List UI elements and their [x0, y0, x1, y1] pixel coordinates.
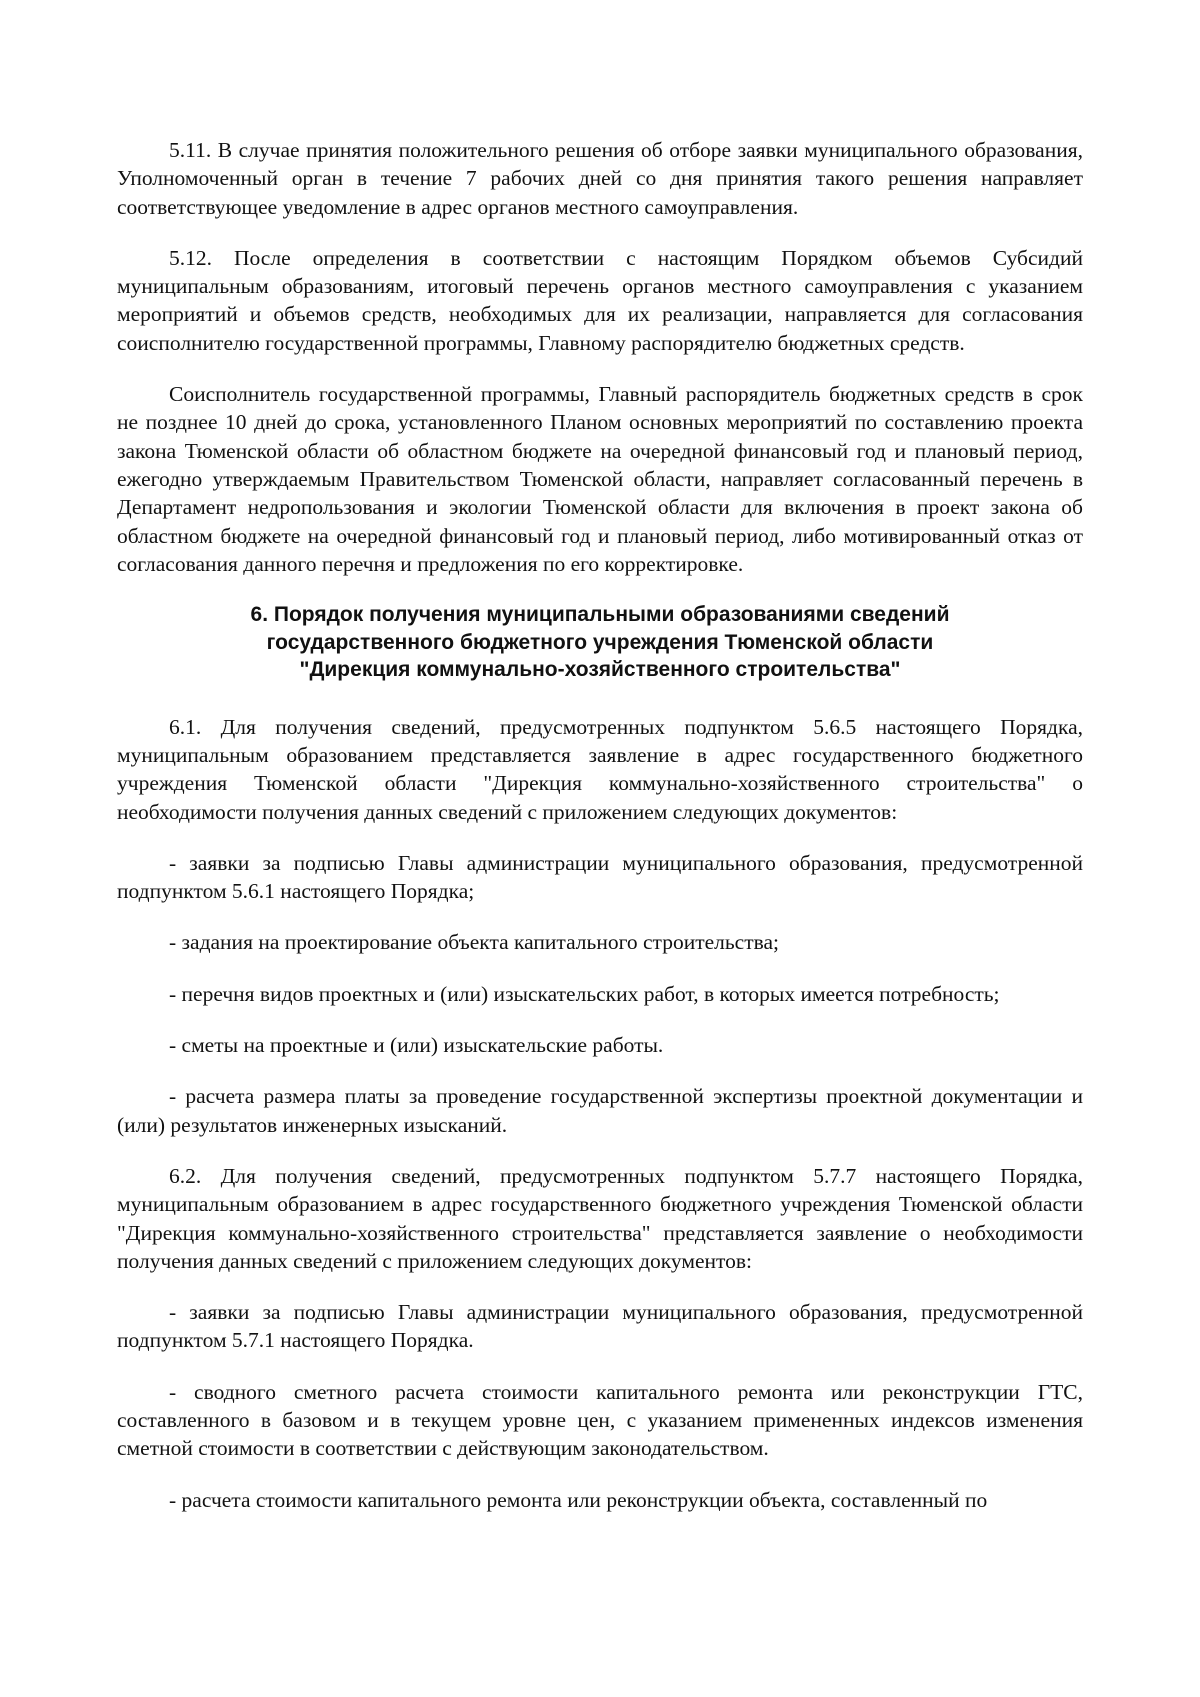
- list-item-cost-calculation: - расчета стоимости капитального ремонта или реконструкции объекта, составленный по: [169, 1487, 988, 1512]
- list-item-works-list: - перечня видов проектных и (или) изыскательских работ, в которых имеется потребность;: [169, 981, 1000, 1006]
- list-item-application-5-7-1: - заявки за подписью Главы администрации муниципального образования, предусмотренной подпунктом 5.7.1 настоящего Порядка.: [117, 1300, 1083, 1353]
- document-page: [117, 136, 1083, 1537]
- heading-line-3: "Дирекция коммунально-хозяйственного строительства": [299, 658, 901, 682]
- heading-line-2: государственного бюджетного учреждения Тюменской области: [266, 630, 934, 654]
- heading-line-1: 6. Порядок получения муниципальными образованиями сведений: [250, 603, 950, 627]
- paragraph-6-1: 6.1. Для получения сведений, предусмотренных подпунктом 5.6.5 настоящего Порядка, муниципальным образованием представляется заявление в адрес государственного бюджетного учреждения Тюменской области "Дирекция коммунально-хозяйственного строительства" о необходимости получения данных сведений с приложением следующих документов:: [117, 714, 1083, 824]
- paragraph-5-12: 5.12. После определения в соответствии с настоящим Порядком объемов Субсидий муниципальным образованиям, итоговый перечень органов местного самоуправления с указанием мероприятий и объемов средств, необходимых для их реализации, направляется для согласования соисполнителю государственной программы, Главному распорядителю бюджетных средств.: [117, 245, 1083, 355]
- paragraph-5-11: 5.11. В случае принятия положительного решения об отборе заявки муниципального образования, Уполномоченный орган в течение 7 рабочих дней со дня принятия такого решения направляет соответствующее уведомление в адрес органов местного самоуправления.: [117, 138, 1083, 219]
- paragraph-6-2: 6.2. Для получения сведений, предусмотренных подпунктом 5.7.7 настоящего Порядка, муниципальным образованием в адрес государственного бюджетного учреждения Тюменской области "Дирекция коммунально-хозяйственного строительства" представляется заявление о необходимости получения данных сведений с приложением следующих документов:: [117, 1163, 1083, 1273]
- list-item-application: - заявки за подписью Главы администрации муниципального образования, предусмотренной подпунктом 5.6.1 настоящего Порядка;: [117, 850, 1083, 904]
- paragraph-co-executor: Соисполнитель государственной программы, Главный распорядитель бюджетных средств в срок не позднее 10 дней до срока, установленного Планом основных мероприятий по составлению проекта закона Тюменской области об областном бюджете на очередной финансовый год и плановый период, ежегодно утверждаемым Правительством Тюменской области, направляет согласованный перечень в Департамент недропользования и экологии Тюменской области для включения в проект закона об областном бюджете на очередной финансовый год и плановый период, либо мотивированный отказ от согласования данного перечня и предложения по его корректировке.: [117, 382, 1083, 576]
- list-item-estimates: - сметы на проектные и (или) изыскательские работы.: [169, 1033, 664, 1058]
- section-6-heading: [117, 601, 1083, 684]
- list-item-expertise-fee: - расчета размера платы за проведение государственной экспертизы проектной документации и (или) результатов инженерных изысканий.: [117, 1084, 1083, 1137]
- list-item-summary-estimate: - сводного сметного расчета стоимости капитального ремонта или реконструкции ГТС, составленного в базовом и в текущем уровне цен, с указанием примененных индексов изменения сметной стоимости в соответствии с действующим законодательством.: [117, 1379, 1083, 1461]
- list-item-design-task: - задания на проектирование объекта капитального строительства;: [169, 930, 779, 955]
